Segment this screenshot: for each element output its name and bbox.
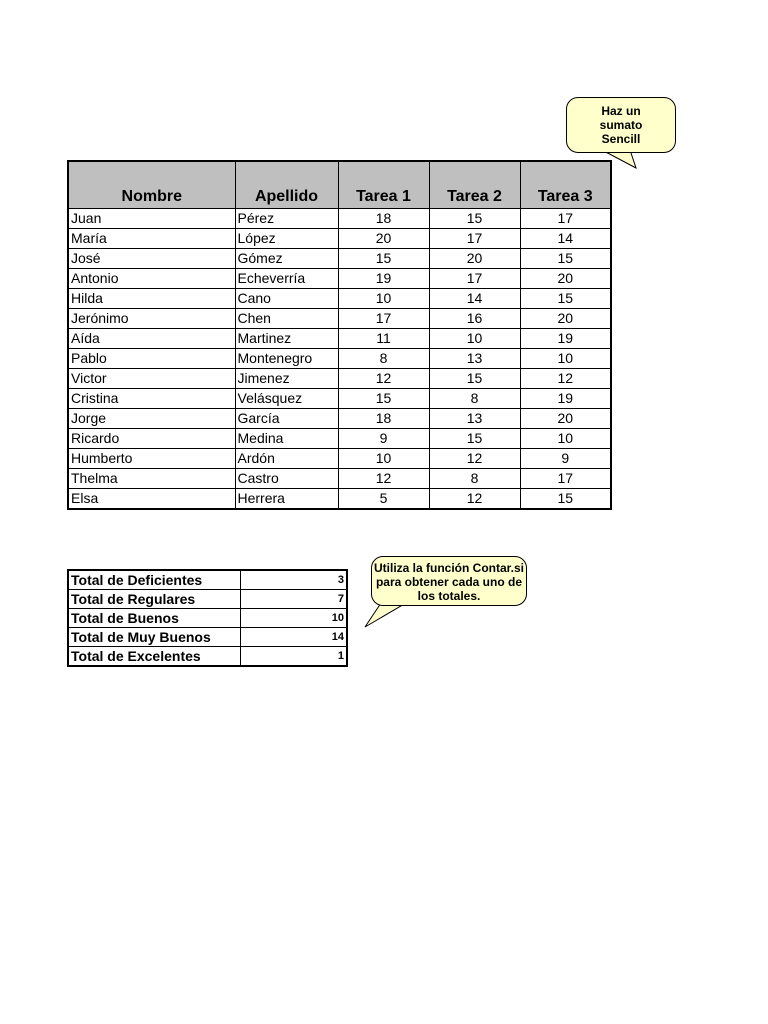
cell-tarea2[interactable]: 15 xyxy=(429,209,520,229)
cell-tarea3[interactable]: 19 xyxy=(520,389,611,409)
cell-tarea2[interactable]: 8 xyxy=(429,469,520,489)
cell-tarea3[interactable]: 15 xyxy=(520,289,611,309)
callout-totals-line1: Utiliza la función Contar.si xyxy=(373,561,525,575)
table-row xyxy=(68,429,611,449)
table-row xyxy=(68,369,611,389)
cell-apellido[interactable]: Herrera xyxy=(235,489,338,510)
totals-value[interactable]: 7 xyxy=(241,590,348,609)
cell-tarea1[interactable]: 12 xyxy=(338,369,429,389)
cell-tarea3[interactable]: 19 xyxy=(520,329,611,349)
totals-value[interactable]: 10 xyxy=(241,609,348,628)
cell-tarea1[interactable]: 9 xyxy=(338,429,429,449)
cell-tarea2[interactable]: 14 xyxy=(429,289,520,309)
cell-nombre[interactable]: Jerónimo xyxy=(68,309,235,329)
callout-top-line1: Haz un xyxy=(601,104,641,118)
cell-tarea1[interactable]: 19 xyxy=(338,269,429,289)
header-apellido[interactable]: Apellido xyxy=(235,161,338,209)
cell-apellido[interactable]: Castro xyxy=(235,469,338,489)
table-row xyxy=(68,309,611,329)
cell-tarea2[interactable]: 17 xyxy=(429,269,520,289)
totals-label[interactable]: Total de Deficientes xyxy=(68,570,241,590)
callout-contar-si-hint xyxy=(371,556,527,606)
cell-tarea2[interactable]: 20 xyxy=(429,249,520,269)
cell-apellido[interactable]: Medina xyxy=(235,429,338,449)
totals-label[interactable]: Total de Regulares xyxy=(68,590,241,609)
cell-tarea2[interactable]: 16 xyxy=(429,309,520,329)
header-nombre[interactable]: Nombre xyxy=(68,161,235,209)
cell-apellido[interactable]: Velásquez xyxy=(235,389,338,409)
cell-tarea1[interactable]: 15 xyxy=(338,249,429,269)
totals-value[interactable]: 14 xyxy=(241,628,348,647)
header-row xyxy=(68,161,611,209)
totals-label[interactable]: Total de Excelentes xyxy=(68,647,241,667)
cell-tarea1[interactable]: 18 xyxy=(338,209,429,229)
cell-nombre[interactable]: Cristina xyxy=(68,389,235,409)
table-row xyxy=(68,489,611,510)
cell-apellido[interactable]: López xyxy=(235,229,338,249)
cell-nombre[interactable]: Victor xyxy=(68,369,235,389)
cell-tarea1[interactable]: 17 xyxy=(338,309,429,329)
cell-nombre[interactable]: Aída xyxy=(68,329,235,349)
cell-tarea3[interactable]: 10 xyxy=(520,349,611,369)
table-row xyxy=(68,409,611,429)
totals-row xyxy=(68,647,347,667)
table-row xyxy=(68,249,611,269)
cell-tarea1[interactable]: 12 xyxy=(338,469,429,489)
totals-value[interactable]: 3 xyxy=(241,570,348,590)
table-row xyxy=(68,469,611,489)
cell-tarea3[interactable]: 17 xyxy=(520,209,611,229)
cell-apellido[interactable]: Montenegro xyxy=(235,349,338,369)
cell-tarea3[interactable]: 10 xyxy=(520,429,611,449)
grades-body xyxy=(68,209,611,510)
cell-tarea3[interactable]: 17 xyxy=(520,469,611,489)
cell-apellido[interactable]: Chen xyxy=(235,309,338,329)
cell-apellido[interactable]: Cano xyxy=(235,289,338,309)
cell-tarea1[interactable]: 10 xyxy=(338,449,429,469)
cell-tarea3[interactable]: 20 xyxy=(520,409,611,429)
cell-tarea2[interactable]: 15 xyxy=(429,369,520,389)
header-tarea1[interactable]: Tarea 1 xyxy=(338,161,429,209)
cell-tarea2[interactable]: 12 xyxy=(429,449,520,469)
cell-tarea1[interactable]: 8 xyxy=(338,349,429,369)
cell-tarea3[interactable]: 15 xyxy=(520,249,611,269)
totals-table xyxy=(67,569,348,667)
cell-apellido[interactable]: Ardón xyxy=(235,449,338,469)
cell-tarea3[interactable]: 20 xyxy=(520,269,611,289)
totals-row xyxy=(68,570,347,590)
cell-nombre[interactable]: Hilda xyxy=(68,289,235,309)
cell-tarea2[interactable]: 12 xyxy=(429,489,520,510)
cell-tarea1[interactable]: 10 xyxy=(338,289,429,309)
table-row xyxy=(68,229,611,249)
callout-sum-hint xyxy=(566,97,676,153)
totals-row xyxy=(68,590,347,609)
header-tarea3[interactable]: Tarea 3 xyxy=(520,161,611,209)
table-row xyxy=(68,289,611,309)
table-row xyxy=(68,329,611,349)
totals-row xyxy=(68,609,347,628)
cell-apellido[interactable]: Echeverría xyxy=(235,269,338,289)
callout-totals-line2: para obtener cada uno de xyxy=(375,575,523,589)
callout-totals-line3: los totales. xyxy=(417,589,481,603)
table-row xyxy=(68,349,611,369)
cell-nombre[interactable]: Antonio xyxy=(68,269,235,289)
cell-tarea3[interactable]: 12 xyxy=(520,369,611,389)
cell-nombre[interactable]: Elsa xyxy=(68,489,235,510)
totals-body xyxy=(68,570,347,666)
table-row xyxy=(68,449,611,469)
cell-tarea2[interactable]: 15 xyxy=(429,429,520,449)
cell-nombre[interactable]: Humberto xyxy=(68,449,235,469)
totals-row xyxy=(68,628,347,647)
cell-tarea1[interactable]: 20 xyxy=(338,229,429,249)
cell-nombre[interactable]: José xyxy=(68,249,235,269)
cell-tarea3[interactable]: 15 xyxy=(520,489,611,510)
cell-tarea3[interactable]: 9 xyxy=(520,449,611,469)
totals-label[interactable]: Total de Muy Buenos xyxy=(68,628,241,647)
cell-tarea2[interactable]: 10 xyxy=(429,329,520,349)
cell-tarea3[interactable]: 20 xyxy=(520,309,611,329)
cell-tarea2[interactable]: 13 xyxy=(429,409,520,429)
header-tarea2[interactable]: Tarea 2 xyxy=(429,161,520,209)
cell-tarea1[interactable]: 11 xyxy=(338,329,429,349)
cell-apellido[interactable]: Martinez xyxy=(235,329,338,349)
callout-top-line3: Sencill xyxy=(601,132,641,146)
cell-nombre[interactable]: Ricardo xyxy=(68,429,235,449)
table-row xyxy=(68,389,611,409)
cell-apellido[interactable]: Gómez xyxy=(235,249,338,269)
cell-nombre[interactable]: María xyxy=(68,229,235,249)
table-row xyxy=(68,269,611,289)
totals-label[interactable]: Total de Buenos xyxy=(68,609,241,628)
grades-table xyxy=(67,160,612,510)
cell-nombre[interactable]: Juan xyxy=(68,209,235,229)
cell-tarea2[interactable]: 8 xyxy=(429,389,520,409)
cell-tarea1[interactable]: 5 xyxy=(338,489,429,510)
table-row xyxy=(68,209,611,229)
cell-apellido[interactable]: Jimenez xyxy=(235,369,338,389)
cell-tarea2[interactable]: 13 xyxy=(429,349,520,369)
cell-tarea3[interactable]: 14 xyxy=(520,229,611,249)
totals-value[interactable]: 1 xyxy=(241,647,348,667)
callout-top-line2: sumato xyxy=(599,118,643,132)
cell-nombre[interactable]: Pablo xyxy=(68,349,235,369)
cell-tarea2[interactable]: 17 xyxy=(429,229,520,249)
cell-apellido[interactable]: García xyxy=(235,409,338,429)
cell-nombre[interactable]: Jorge xyxy=(68,409,235,429)
cell-tarea1[interactable]: 18 xyxy=(338,409,429,429)
cell-nombre[interactable]: Thelma xyxy=(68,469,235,489)
cell-tarea1[interactable]: 15 xyxy=(338,389,429,409)
cell-apellido[interactable]: Pérez xyxy=(235,209,338,229)
